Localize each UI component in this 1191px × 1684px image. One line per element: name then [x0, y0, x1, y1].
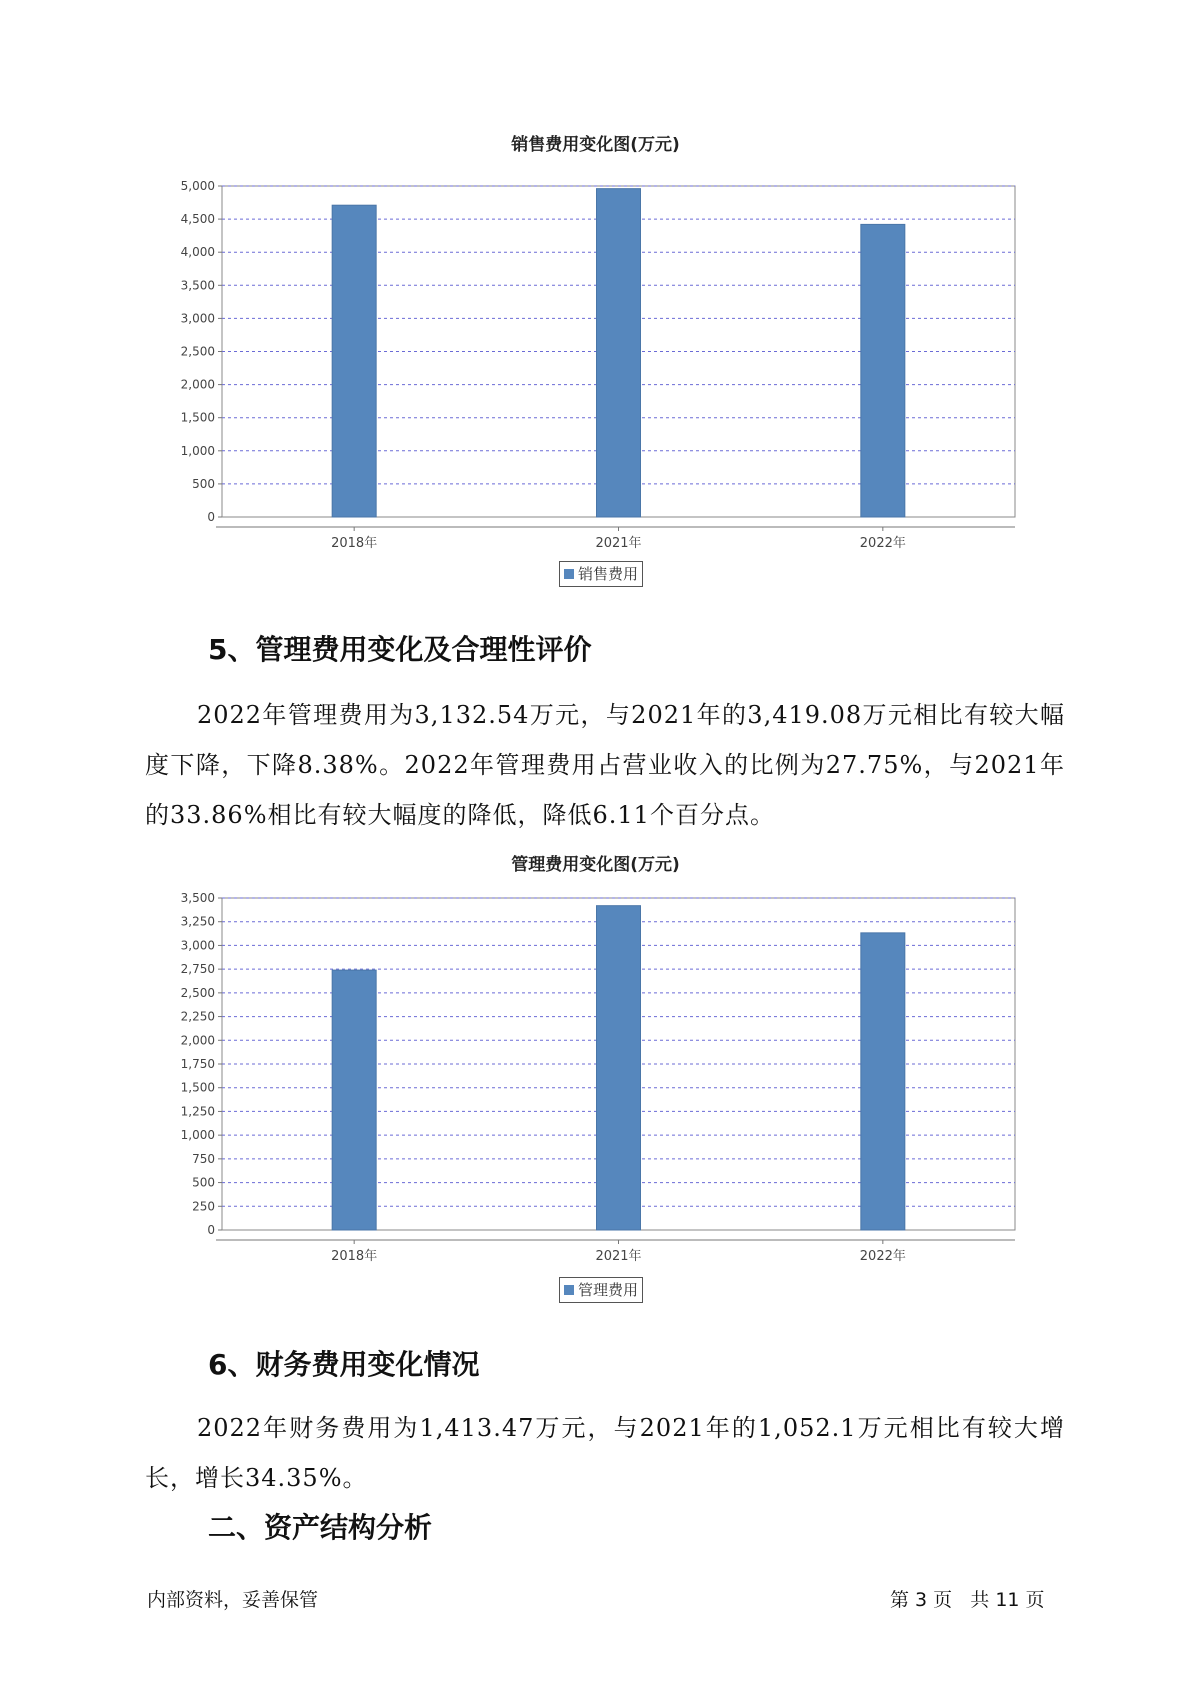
x-tick-label: 2018年 — [331, 1249, 378, 1264]
y-tick-label: 1,750 — [180, 1057, 215, 1071]
section-6-heading: 6、财务费用变化情况 — [208, 1348, 480, 1381]
y-tick-label: 2,750 — [180, 962, 215, 977]
legend-label-sales: 销售费用 — [578, 565, 639, 583]
legend-swatch — [564, 569, 574, 579]
y-tick-label: 3,250 — [180, 914, 215, 929]
bar-2018年 — [332, 970, 376, 1230]
chart-title-sales: 销售费用变化图(万元) — [511, 135, 680, 155]
y-tick-label: 0 — [207, 510, 215, 524]
y-tick-label: 4,500 — [180, 212, 215, 227]
y-tick-label: 1,500 — [180, 1080, 215, 1095]
section-6-paragraph: 2022年财务费用为1,413.47万元，与2021年的1,052.1万元相比有较大增长，增长34.35%。 — [145, 1414, 1065, 1492]
chart-title-admin: 管理费用变化图(万元) — [511, 855, 680, 875]
bar-2022年 — [861, 224, 905, 517]
section-5-paragraph: 2022年管理费用为3,132.54万元，与2021年的3,419.08万元相比有较大幅度下降，下降8.38%。2022年管理费用占营业收入的比例为27.75%，与2021年的33.86%相比有较大幅度的降低，降低6.11个百分点。 — [145, 701, 1065, 829]
y-tick-label: 1,250 — [180, 1104, 215, 1119]
chart-legend-admin — [559, 1277, 643, 1303]
y-tick-label: 2,000 — [180, 377, 215, 392]
y-tick-label: 1,500 — [180, 410, 215, 425]
x-tick-label: 2022年 — [859, 1249, 906, 1264]
bar-2021年 — [597, 189, 641, 517]
x-tick-label: 2018年 — [331, 536, 378, 551]
y-tick-label: 3,500 — [180, 278, 215, 293]
bar-2021年 — [597, 906, 641, 1230]
y-tick-label: 3,000 — [180, 311, 215, 326]
y-tick-label: 750 — [192, 1151, 215, 1166]
footer-confidential-note: 内部资料，妥善保管 — [147, 1589, 319, 1611]
y-tick-label: 2,500 — [180, 344, 215, 359]
y-tick-label: 1,000 — [180, 1128, 215, 1143]
y-tick-label: 250 — [192, 1199, 215, 1214]
y-tick-label: 2,000 — [180, 1033, 215, 1048]
y-tick-label: 3,500 — [180, 891, 215, 905]
y-tick-label: 2,500 — [180, 985, 215, 1000]
y-tick-label: 2,250 — [180, 1009, 215, 1024]
y-tick-label: 3,000 — [180, 938, 215, 953]
bar-2018年 — [332, 205, 376, 517]
y-tick-label: 5,000 — [180, 179, 215, 193]
section-5-heading: 5、管理费用变化及合理性评价 — [208, 633, 592, 666]
bar-2022年 — [861, 933, 905, 1230]
x-tick-label: 2021年 — [595, 536, 642, 551]
section-2-heading: 二、资产结构分析 — [208, 1511, 433, 1544]
chart-legend-sales — [559, 561, 643, 587]
y-tick-label: 0 — [207, 1223, 215, 1237]
legend-swatch — [564, 1285, 574, 1295]
x-tick-label: 2022年 — [859, 536, 906, 551]
legend-label-admin: 管理费用 — [578, 1281, 639, 1299]
y-tick-label: 1,000 — [180, 443, 215, 458]
sales-expense-chart — [0, 160, 1191, 551]
footer-page-number: 第 3 页 共 11 页 — [890, 1589, 1045, 1611]
x-tick-label: 2021年 — [595, 1249, 642, 1264]
y-tick-label: 4,000 — [180, 245, 215, 260]
y-tick-label: 500 — [192, 1175, 215, 1190]
admin-expense-chart — [0, 880, 1191, 1264]
y-tick-label: 500 — [192, 476, 215, 491]
